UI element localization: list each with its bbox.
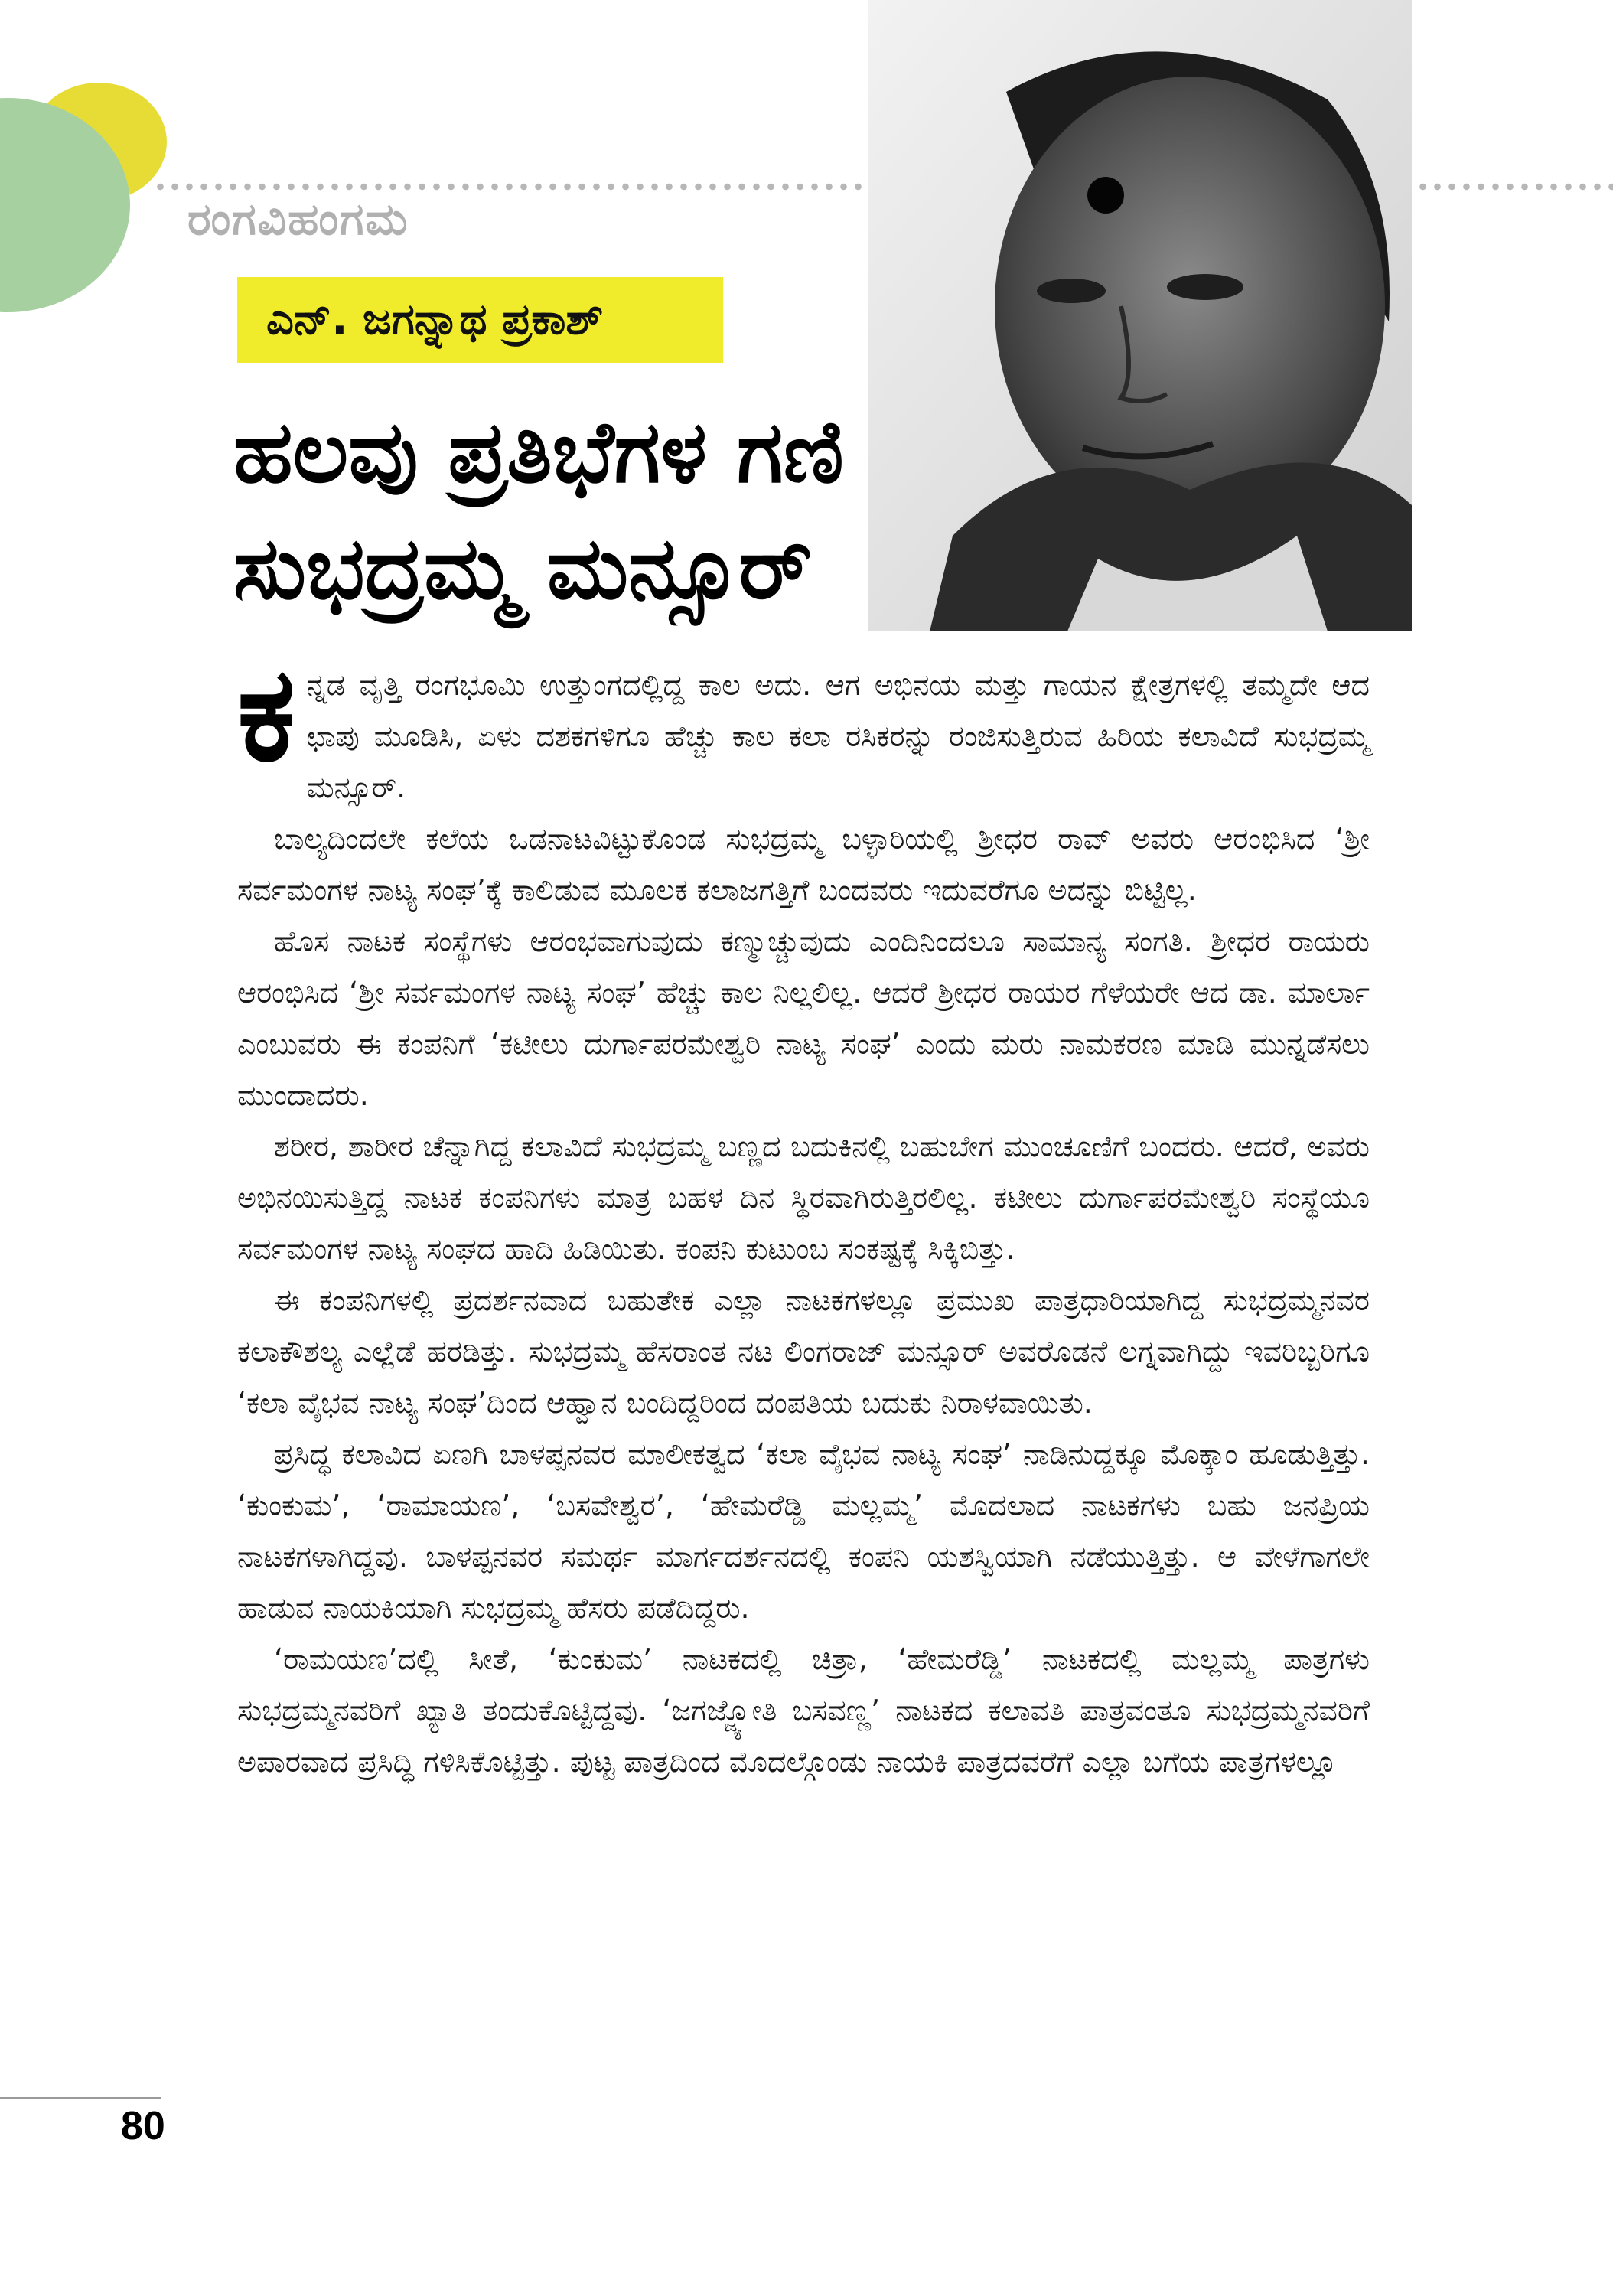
paragraph-1-text: ನ್ನಡ ವೃತ್ತಿ ರಂಗಭೂಮಿ ಉತ್ತುಂಗದಲ್ಲಿದ್ದ ಕಾಲ ಅದು. ಆಗ ಅಭಿನಯ ಮತ್ತು ಗಾಯನ ಕ್ಷೇತ್ರಗಳಲ್ಲಿ ತಮ್ಮದೇ ಆದ ಛಾಪು ಮೂಡಿಸಿ, ಏಳು ದಶಕಗಳಿಗೂ ಹೆಚ್ಚು ಕಾಲ ಕಲಾ ರಸಿಕರನ್ನು ರಂಜಿಸುತ್ತಿರುವ ಹಿರಿಯ ಕಲಾವಿದೆ ಸುಭದ್ರಮ್ಮ ಮನ್ಸೂರ್. [306,668,1370,804]
drop-cap: ಕ [237,639,296,791]
article-title-line-1: ಹಲವು ಪ್ರತಿಭೆಗಳ ಗಣಿ [233,403,844,502]
paragraph-4: ಶರೀರ, ಶಾರೀರ ಚೆನ್ನಾಗಿದ್ದ ಕಲಾವಿದೆ ಸುಭದ್ರಮ್ಮ ಬಣ್ಣದ ಬದುಕಿನಲ್ಲಿ ಬಹುಬೇಗ ಮುಂಚೂಣಿಗೆ ಬಂದರು. ಆದರೆ, ಅವರು ಅಭಿನಯಿಸುತ್ತಿದ್ದ ನಾಟಕ ಕಂಪನಿಗಳು ಮಾತ್ರ ಬಹಳ ದಿನ ಸ್ಥಿರವಾಗಿರುತ್ತಿರಲಿಲ್ಲ. ಕಟೀಲು ದುರ್ಗಾಪರಮೇಶ್ವರಿ ಸಂಸ್ಥೆಯೂ ಸರ್ವಮಂಗಳ ನಾಟ್ಯ ಸಂಘದ ಹಾದಿ ಹಿಡಿಯಿತು. ಕಂಪನಿ ಕುಟುಂಬ ಸಂಕಷ್ಟಕ್ಕೆ ಸಿಕ್ಕಿಬಿತ್ತು. [237,1130,1370,1266]
paragraph-5: ಈ ಕಂಪನಿಗಳಲ್ಲಿ ಪ್ರದರ್ಶನವಾದ ಬಹುತೇಕ ಎಲ್ಲಾ ನಾಟಕಗಳಲ್ಲೂ ಪ್ರಮುಖ ಪಾತ್ರಧಾರಿಯಾಗಿದ್ದ ಸುಭದ್ರಮ್ಮನವರ ಕಲಾಕೌಶಲ್ಯ ಎಲ್ಲೆಡೆ ಹರಡಿತ್ತು. ಸುಭದ್ರಮ್ಮ ಹೆಸರಾಂತ ನಟ ಲಿಂಗರಾಜ್ ಮನ್ಸೂರ್ ಅವರೊಡನೆ ಲಗ್ನವಾಗಿದ್ದು ಇವರಿಬ್ಬರಿಗೂ ‘ಕಲಾ ವೈಭವ ನಾಟ್ಯ ಸಂಘ’ದಿಂದ ಆಹ್ವಾನ ಬಂದಿದ್ದರಿಂದ ದಂಪತಿಯ ಬದುಕು ನಿರಾಳವಾಯಿತು. [237,1283,1370,1420]
author-byline-box [237,277,723,363]
paragraph-3: ಹೊಸ ನಾಟಕ ಸಂಸ್ಥೆಗಳು ಆರಂಭವಾಗುವುದು ಕಣ್ಮುಚ್ಚುವುದು ಎಂದಿನಿಂದಲೂ ಸಾಮಾನ್ಯ ಸಂಗತಿ. ಶ್ರೀಧರ ರಾಯರು ಆರಂಭಿಸಿದ ‘ಶ್ರೀ ಸರ್ವಮಂಗಳ ನಾಟ್ಯ ಸಂಘ’ ಹೆಚ್ಚು ಕಾಲ ನಿಲ್ಲಲಿಲ್ಲ. ಆದರೆ ಶ್ರೀಧರ ರಾಯರ ಗೆಳೆಯರೇ ಆದ ಡಾ. ಮಾರ್ಲಾ ಎಂಬುವರು ಈ ಕಂಪನಿಗೆ ‘ಕಟೀಲು ದುರ್ಗಾಪರಮೇಶ್ವರಿ ನಾಟ್ಯ ಸಂಘ’ ಎಂದು ಮರು ನಾಮಕರಣ ಮಾಡಿ ಮುನ್ನಡೆಸಲು ಮುಂದಾದರು. [237,925,1370,1112]
article-title-line-2: ಸುಭದ್ರಮ್ಮ ಮನ್ಸೂರ್ [233,519,813,618]
section-label: ರಂಗವಿಹಂಗಮ [187,193,409,245]
page-number: 80 [121,2104,165,2148]
dotted-rule-right [1416,183,1613,191]
footer-rule [0,2097,161,2099]
author-name: ಎನ್. ಜಗನ್ನಾಥ ಪ್ರಕಾಶ್ [266,295,604,344]
article-title [233,394,1075,627]
article-body [237,639,1370,1788]
paragraph-6: ಪ್ರಸಿದ್ಧ ಕಲಾವಿದ ಏಣಗಿ ಬಾಳಪ್ಪನವರ ಮಾಲೀಕತ್ವದ ‘ಕಲಾ ವೈಭವ ನಾಟ್ಯ ಸಂಘ’ ನಾಡಿನುದ್ದಕ್ಕೂ ಮೊಕ್ಕಾಂ ಹೂಡುತ್ತಿತ್ತು. ‘ಕುಂಕುಮ’, ‘ರಾಮಾಯಣ’, ‘ಬಸವೇಶ್ವರ’, ‘ಹೇಮರೆಡ್ಡಿ ಮಲ್ಲಮ್ಮ’ ಮೊದಲಾದ ನಾಟಕಗಳು ಬಹು ಜನಪ್ರಿಯ ನಾಟಕಗಳಾಗಿದ್ದವು. ಬಾಳಪ್ಪನವರ ಸಮರ್ಥ ಮಾರ್ಗದರ್ಶನದಲ್ಲಿ ಕಂಪನಿ ಯಶಸ್ವಿಯಾಗಿ ನಡೆಯುತ್ತಿತ್ತು. ಆ ವೇಳೆಗಾಗಲೇ ಹಾಡುವ ನಾಯಕಿಯಾಗಿ ಸುಭದ್ರಮ್ಮ ಹೆಸರು ಪಡೆದಿದ್ದರು. [237,1437,1370,1625]
paragraph-7: ‘ರಾಮಯಣ’ದಲ್ಲಿ ಸೀತೆ, ‘ಕುಂಕುಮ’ ನಾಟಕದಲ್ಲಿ ಚಿತ್ರಾ, ‘ಹೇಮರೆಡ್ಡಿ’ ನಾಟಕದಲ್ಲಿ ಮಲ್ಲಮ್ಮ ಪಾತ್ರಗಳು ಸುಭದ್ರಮ್ಮನವರಿಗೆ ಖ್ಯಾತಿ ತಂದುಕೊಟ್ಟಿದ್ದವು. ‘ಜಗಜ್ಜ್ಯೋತಿ ಬಸವಣ್ಣ’ ನಾಟಕದ ಕಲಾವತಿ ಪಾತ್ರವಂತೂ ಸುಭದ್ರಮ್ಮನವರಿಗೆ ಅಪಾರವಾದ ಪ್ರಸಿದ್ಧಿ ಗಳಿಸಿಕೊಟ್ಟಿತ್ತು. ಪುಟ್ಟ ಪಾತ್ರದಿಂದ ಮೊದಲ್ಗೊಂಡು ನಾಯಕಿ ಪಾತ್ರದವರೆಗೆ ಎಲ್ಲಾ ಬಗೆಯ ಪಾತ್ರಗಳಲ್ಲೂ [237,1642,1370,1779]
paragraph-2: ಬಾಲ್ಯದಿಂದಲೇ ಕಲೆಯ ಒಡನಾಟವಿಟ್ಟುಕೊಂಡ ಸುಭದ್ರಮ್ಮ ಬಳ್ಳಾರಿಯಲ್ಲಿ ಶ್ರೀಧರ ರಾವ್ ಅವರು ಆರಂಭಿಸಿದ ‘ಶ್ರೀ ಸರ್ವಮಂಗಳ ನಾಟ್ಯ ಸಂಘ’ಕ್ಕೆ ಕಾಲಿಡುವ ಮೂಲಕ ಕಲಾಜಗತ್ತಿಗೆ ಬಂದವರು ಇದುವರೆಗೂ ಅದನ್ನು ಬಿಟ್ಟಿಲ್ಲ. [237,822,1370,907]
dotted-rule-left [153,183,865,191]
paragraph-1 [237,639,1370,814]
